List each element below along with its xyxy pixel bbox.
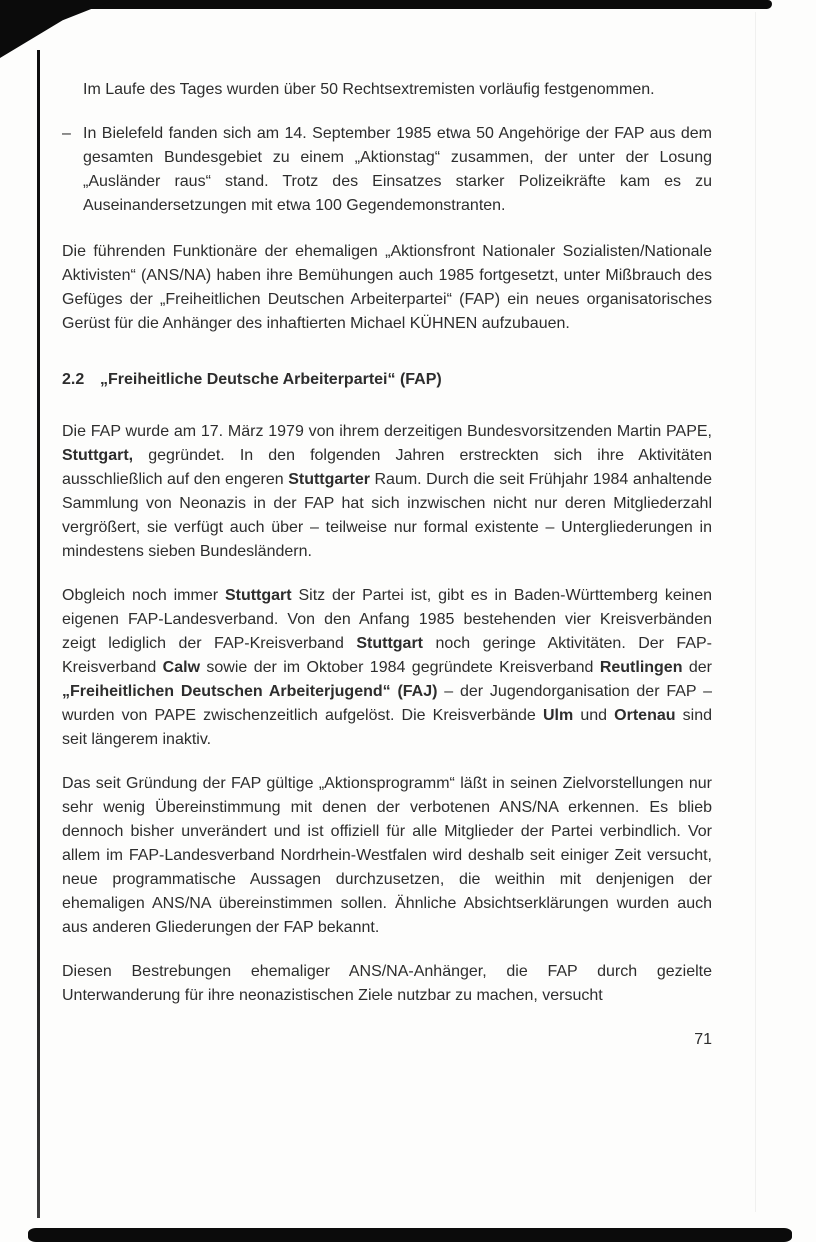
section-heading-2-2 — [62, 368, 712, 392]
paragraph-arrests-continuation: Im Laufe des Tages wurden über 50 Rechtsextremisten vorläufig festgenommen. — [83, 81, 655, 98]
text-column — [62, 78, 712, 1052]
scan-artifact-top-bar — [10, 0, 772, 9]
list-item-text: In Bielefeld fanden sich am 14. September 1985 etwa 50 Angehörige der FAP aus dem gesamten Bundesgebiet zu einem „Aktionstag“ zusammen, der unter der Losung „Ausländer raus“ stand. Trotz des Einsatzes starker Polizeikräfte kam es zu Auseinandersetzungen mit etwa 100 Gegendemonstranten. — [83, 125, 712, 214]
paragraph-unterwanderung: Diesen Bestrebungen ehemaliger ANS/NA-Anhänger, die FAP durch gezielte Unterwanderung für ihre neonazistischen Ziele nutzbar zu machen, versucht — [62, 963, 712, 1004]
scan-artifact-bottom-bar — [28, 1228, 792, 1242]
list-item-bielefeld-aktionstag — [62, 122, 712, 218]
page-number: 71 — [694, 1031, 712, 1048]
paragraph-fap-gruendung: Die FAP wurde am 17. März 1979 von ihrem derzeitigen Bundesvorsitzenden Martin PAPE, Stuttgart, gegründet. In den folgenden Jahren erstreckten sich ihre Aktivitäten ausschließlich auf den engeren Stuttgarter Raum. Durch die seit Frühjahr 1984 anhaltende Sammlung von Neonazis in der FAP hat sich inzwischen nicht nur deren Mitgliederzahl vergrößert, sie verfügt auch über – teilweise nur formal existente – Untergliederungen in mindestens sieben Bundesländern. — [62, 423, 713, 560]
section-title: „Freiheitliche Deutsche Arbeiterpartei“ (FAP) — [100, 371, 442, 388]
paragraph-aktionsprogramm: Das seit Gründung der FAP gültige „Aktionsprogramm“ läßt in seinen Zielvorstellungen nur sehr wenig Übereinstimmung mit denen der verbotenen ANS/NA erkennen. Es blieb dennoch bisher unverändert und ist offiziell für alle Mitglieder der Partei verbindlich. Vor allem im FAP-Landesverband Nordrhein-Westfalen wird deshalb seit einiger Zeit versucht, neue programmatische Aussagen durchzusetzen, die weithin mit denjenigen der ehemaligen ANS/NA übereinstimmen sollen. Ähnliche Absichtserklärungen wurden auch aus anderen Gliederungen der FAP bekannt. — [62, 775, 712, 936]
scan-artifact-right-page-edge — [755, 12, 756, 1212]
paragraph-ans-na-funktionaere: Die führenden Funktionäre der ehemaligen „Aktionsfront Nationaler Sozialisten/Nationale Aktivisten“ (ANS/NA) haben ihre Bemühungen auch 1985 fortgesetzt, unter Mißbrauch des Gefüges der „Freiheitlichen Deutschen Arbeiterpartei“ (FAP) ein neues organisatorisches Gerüst für die Anhänger des inhaftierten Michael KÜHNEN aufzubauen. — [62, 243, 712, 332]
scan-artifact-left-page-edge — [37, 50, 40, 1218]
section-number: 2.2 — [62, 371, 85, 388]
paragraph-kreisverbaende: Obgleich noch immer Stuttgart Sitz der Partei ist, gibt es in Baden-Württemberg keinen eigenen FAP-Landesverband. Von den Anfang 1985 bestehenden vier Kreisverbänden zeigt lediglich der FAP-Kreisverband Stuttgart noch geringe Aktivitäten. Der FAP-Kreisverband Calw sowie der im Oktober 1984 gegründete Kreisverband Reutlingen der „Freiheitlichen Deutschen Arbeiterjugend“ (FAJ) – der Jugendorganisation der FAP – wurden von PAPE zwischenzeitlich aufgelöst. Die Kreisverbände Ulm und Ortenau sind seit längerem inaktiv. — [62, 587, 713, 748]
list-dash-marker: – — [62, 125, 71, 142]
